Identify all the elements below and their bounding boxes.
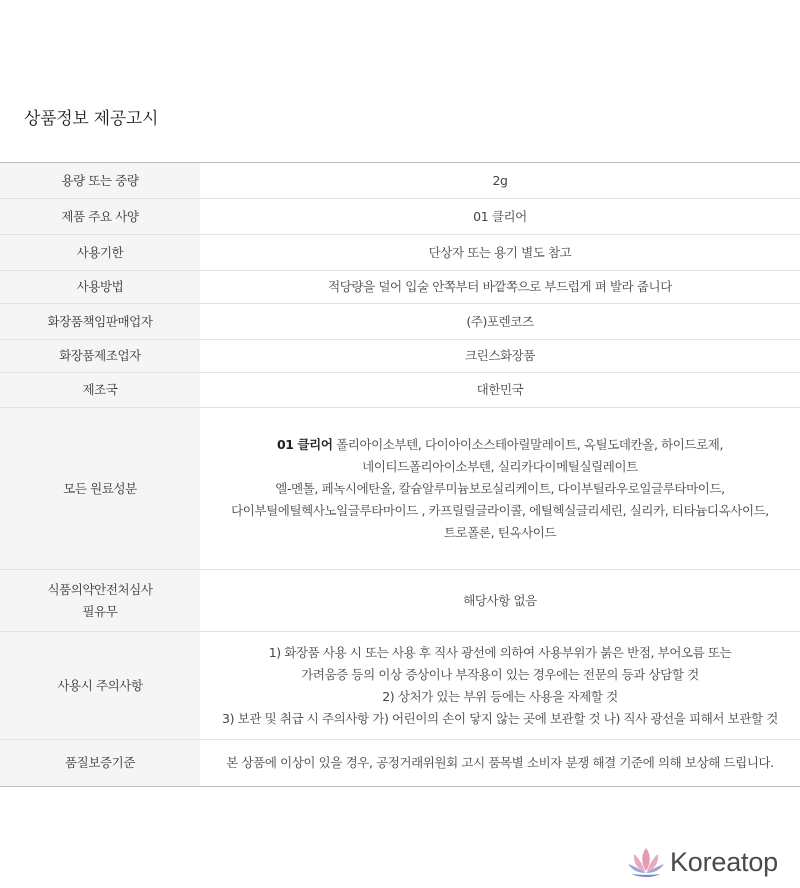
shade-name: 01 클리어 [276,436,333,452]
row-label-seller: 화장품책임판매업자 [0,304,200,340]
table-row [0,570,800,632]
row-value-seller: (주)포렌코즈 [200,304,800,340]
row-value-expiry: 단상자 또는 용기 별도 참고 [200,235,800,271]
row-label-volume: 용량 또는 중량 [0,163,200,199]
table-row [0,632,800,740]
ingredient-line: 다이부틸에틸헥사노일글루타마이드 , 카프릴릴글라이콜, 에틸헥실글리세린, 실리카, 티타늄디옥사이드, [231,502,769,518]
lotus-icon [626,844,666,880]
row-value-mfds-review: 해당사항 없음 [200,570,800,632]
ingredient-line: 트로폴론, 틴옥사이드 [443,524,557,540]
table-row [0,163,800,199]
row-label-country: 제조국 [0,373,200,408]
table-row [0,271,800,304]
row-value-quality: 본 상품에 이상이 있을 경우, 공정거래위원회 고시 품목별 소비자 분쟁 해결 기준에 의해 보상해 드립니다. [200,740,800,787]
row-label-spec: 제품 주요 사양 [0,199,200,235]
row-value-cautions [200,632,800,740]
ingredient-line: 엘-멘톨, 페녹시에탄올, 칼슘알루미늄보로실리케이트, 다이부틸라우로일글루타마이드, [275,480,725,496]
row-value-volume: 2g [200,163,800,199]
table-row [0,373,800,408]
row-label-expiry: 사용기한 [0,235,200,271]
row-label-usage: 사용방법 [0,271,200,304]
table-row [0,235,800,271]
caution-line: 2) 상처가 있는 부위 등에는 사용을 자제할 것 [382,688,618,704]
table-row [0,199,800,235]
product-info-table [0,162,800,787]
table-row [0,740,800,787]
row-value-manufacturer: 크린스화장품 [200,340,800,373]
table-row [0,340,800,373]
ingredient-line: 폴리아이소부텐, 다이아이소스테아릴말레이트, 옥틸도데칸올, 하이드로제, [336,436,724,452]
caution-line: 1) 화장품 사용 시 또는 사용 후 직사 광선에 의하여 사용부위가 붉은 반점, 부어오름 또는 [268,644,732,660]
logo-text: Koreatop [670,846,778,877]
row-value-country: 대한민국 [200,373,800,408]
caution-line: 가려움증 등의 이상 증상이나 부작용이 있는 경우에는 전문의 등과 상담할 것 [301,666,699,682]
row-value-usage: 적당량을 덜어 입술 안쪽부터 바깥쪽으로 부드럽게 펴 발라 줍니다 [200,271,800,304]
row-label-mfds-review: 식품의약안전처심사 필유무 [0,570,200,632]
table-row [0,408,800,570]
page-title: 상품정보 제공고시 [24,109,159,129]
row-label-cautions: 사용시 주의사항 [0,632,200,740]
row-label-manufacturer: 화장품제조업자 [0,340,200,373]
row-label-quality: 품질보증기준 [0,740,200,787]
row-label-ingredients: 모든 원료성분 [0,408,200,570]
table-row [0,304,800,340]
ingredient-line: 네이티드폴리아이소부텐, 실리카다이메틸실릴레이트 [362,458,638,474]
koreatop-logo [626,844,778,880]
row-value-spec: 01 클리어 [200,199,800,235]
row-value-ingredients [200,408,800,570]
caution-line: 3) 보관 및 취급 시 주의사항 가) 어린이의 손이 닿지 않는 곳에 보관할 것 나) 직사 광선을 피해서 보관할 것 [222,710,778,726]
